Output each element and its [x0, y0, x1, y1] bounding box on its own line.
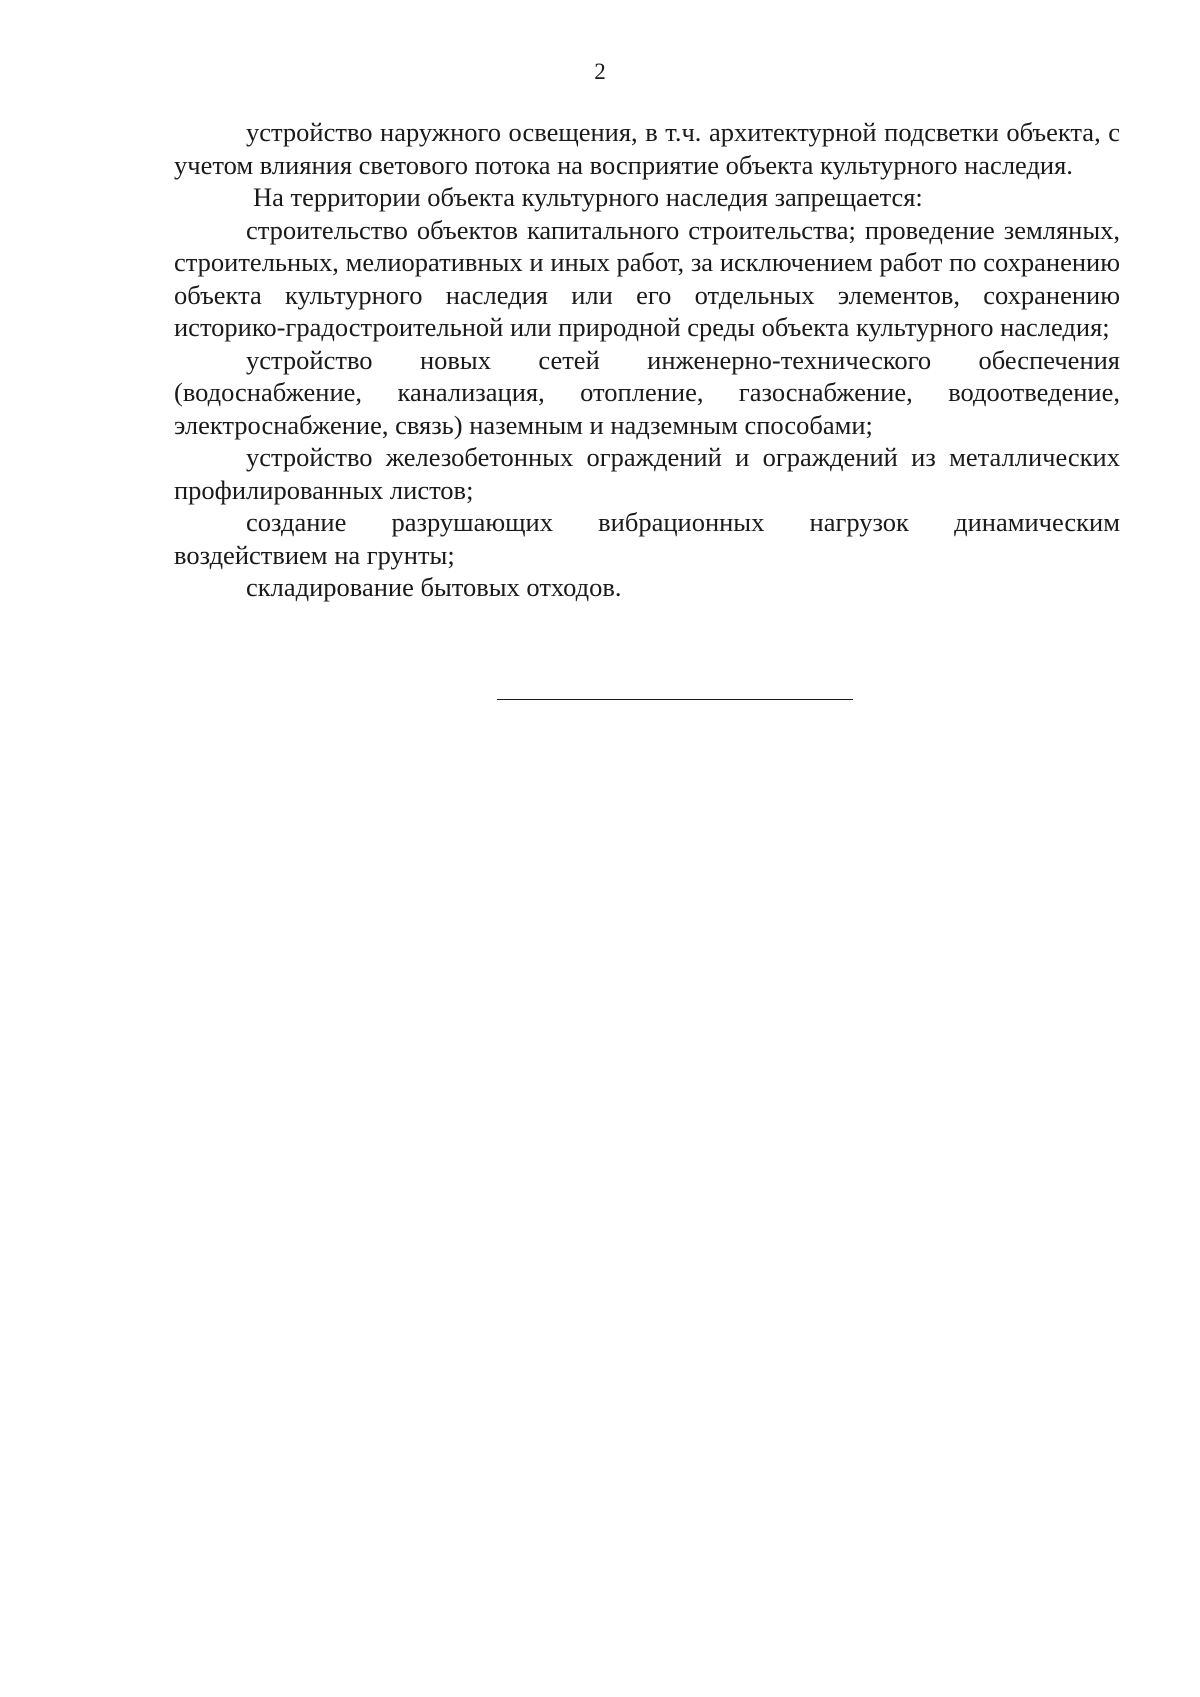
document-body	[174, 116, 1120, 604]
paragraph-construction-ban: строительство объектов капитального строительства; проведение земляных, строительных, мелиоративных и иных работ, за исключением работ по сохранению объекта культурного наследия или его отдельных элементов, сохранению историко-градостроительной или природной среды объекта культурного наследия;	[174, 214, 1120, 342]
paragraph-vibration-ban: создание разрушающих вибрационных нагрузок динамическим воздействием на грунты;	[174, 507, 1120, 570]
paragraph-outdoor-lighting: устройство наружного освещения, в т.ч. архитектурной подсветки объекта, с учетом влияния светового потока на восприятие объекта культурного наследия.	[174, 117, 1120, 180]
end-of-document-rule	[497, 699, 853, 700]
paragraph-waste-storage-ban: складирование бытовых отходов.	[246, 572, 622, 602]
paragraph-utility-networks-ban: устройство новых сетей инженерно-технического обеспечения (водоснабжение, канализация, отопление, газоснабжение, водоотведение, электроснабжение, связь) наземным и надземным способами;	[174, 344, 1120, 440]
page-number: 2	[594, 59, 606, 84]
paragraph-fences-ban: устройство железобетонных ограждений и ограждений из металлических профилированных листов;	[174, 442, 1120, 505]
paragraph-prohibitions-intro: На территории объекта культурного наследия запрещается:	[253, 182, 923, 212]
